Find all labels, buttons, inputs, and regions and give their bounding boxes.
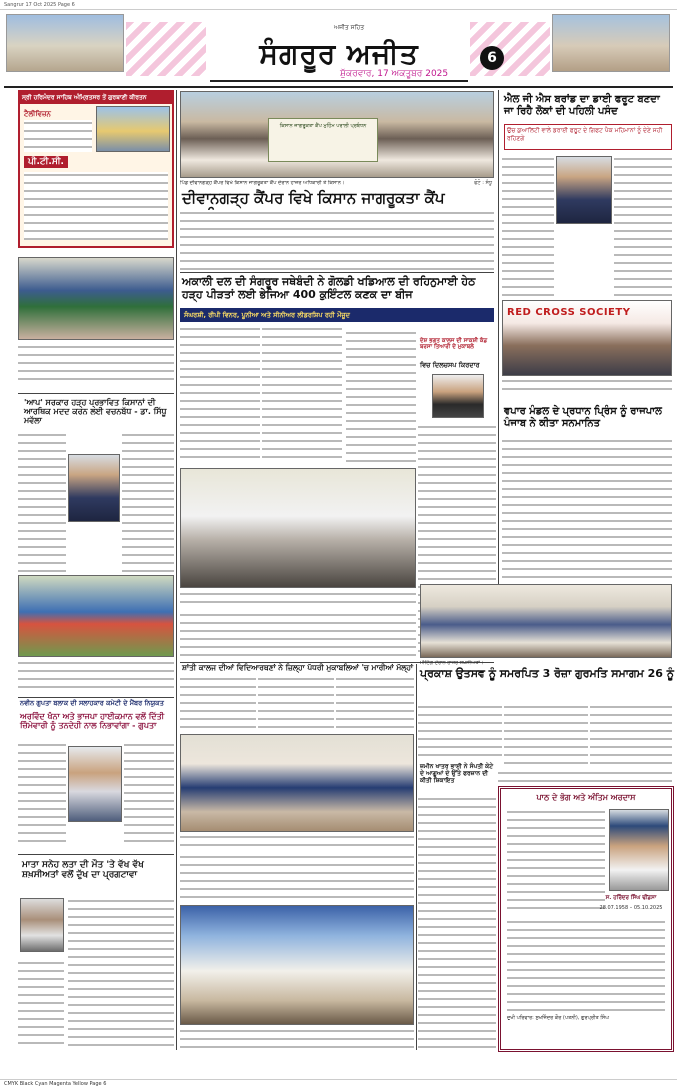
parkash-body-2 — [504, 704, 588, 766]
lgs-subhead-box — [504, 124, 672, 150]
lgs-body-1 — [502, 156, 554, 296]
student-body — [346, 330, 416, 464]
students-photo — [18, 257, 174, 340]
students-caption — [18, 344, 174, 384]
college-headline: ਸ਼ਾਂਤੀ ਕਾਲਜ ਦੀਆਂ ਵਿਦਿਆਰਥਣਾਂ ਨੇ ਜ਼ਿਲ੍ਹਾ ਪੱਧਰੀ ਮੁਕਾਬਲਿਆਂ 'ਚ ਮਾਰੀਆਂ ਮੱਲ੍ਹਾਂ — [182, 663, 414, 672]
masthead-photo-right — [552, 14, 670, 72]
issue-date: ਸ਼ੁੱਕਰਵਾਰ, 17 ਅਕਤੂਬਰ 2025 — [340, 69, 449, 79]
red-cross-photo — [502, 300, 672, 376]
naveen-headline: ਅਰਵਿੰਦ ਖੰਨਾ ਅਤੇ ਭਾਜਪਾ ਹਾਈਕਮਾਨ ਵਲੋਂ ਦਿੱਤੀ ਜ਼ਿੰਮੇਵਾਰੀ ਨੂੰ ਤਨਦੇਹੀ ਨਾਲ ਨਿਭਾਵਾਂਗਾ - ਗੁਪਤਾ — [20, 712, 165, 731]
meeting-photo — [420, 584, 672, 658]
naveen-portrait — [68, 746, 122, 822]
rule-left-3 — [18, 854, 174, 855]
akali-headline: ਅਕਾਲੀ ਦਲ ਦੀ ਸੰਗਰੂਰ ਜਥੇਬੰਦੀ ਨੇ ਗੋਲਡੀ ਖਡਿਆਲ ਦੀ ਰਹਿਨੁਮਾਈ ਹੇਠ ਹੜ੍ਹ ਪੀੜਤਾਂ ਲਈ ਭੇਜਿਆ 400 ਕੁਇੰਟਲ ਕਣਕ ਦਾ ਬੀਜ — [182, 275, 476, 301]
akali-body-lower — [180, 612, 416, 660]
aap-body-left — [18, 432, 66, 582]
aap-headline: 'ਆਪ' ਸਰਕਾਰ ਹੜ੍ਹ ਪ੍ਰਭਾਵਿਤ ਕਿਸਾਨਾਂ ਦੀ ਆਰਥਿਕ ਮਦਦ ਕਰਨ ਲਈ ਵਚਨਬੱਧ - ਡਾ. ਸਿੱਧੂ ਮਵੱਲਾ — [24, 398, 167, 426]
obituary-portrait — [609, 809, 669, 891]
ad-label-ptc: ਪੀ.ਟੀ.ਸੀ. — [24, 156, 68, 168]
rule-left-2 — [18, 697, 174, 698]
red-cross-caption — [502, 378, 672, 396]
naveen-body-right — [124, 742, 174, 846]
rule-center-1 — [180, 272, 494, 273]
ad-text-block — [24, 120, 92, 152]
gurbani-kirtan-ad — [18, 90, 174, 248]
masthead-logo — [210, 24, 468, 82]
college-body-3 — [336, 676, 414, 732]
col-divider-1 — [176, 90, 177, 1050]
col-divider-3 — [498, 90, 499, 650]
mata-portrait — [20, 898, 64, 952]
lead-body — [180, 210, 494, 270]
mata-headline: ਮਾਤਾ ਸਨੇਹ ਲਤਾ ਦੀ ਮੌਤ 'ਤੇ ਵੱਖ ਵੱਖ ਸ਼ਖ਼ਸੀਅਤਾਂ ਵਲੋਂ ਦੁੱਖ ਦਾ ਪ੍ਰਗਟਾਵਾ — [22, 860, 144, 881]
col-divider-2 — [416, 664, 417, 1050]
akali-body-left — [180, 326, 260, 464]
lead-banner-text: ਕਿਸਾਨ ਜਾਗਰੂਕਤਾ ਕੈਂਪ ਮੁਹਿੰਮ ਪਰਾਲੀ ਪ੍ਰਬੰਧਨ — [279, 123, 367, 129]
parkash-body-1 — [418, 704, 502, 762]
page-number: 6 — [480, 46, 504, 70]
lead-credit: ਫੋਟੋ : ਸੰਧੂ — [474, 180, 492, 186]
lead-caption: ਪਿੰਡ ਦੀਵਾਨਗੜ੍ਹ ਕੈਂਪਰ ਵਿਖੇ ਕਿਸਾਨ ਜਾਗਰੂਕਤਾ ਕੈਂਪ ਦੌਰਾਨ ਹਾਜ਼ਰ ਅਧਿਕਾਰੀ ਤੇ ਕਿਸਾਨ। — [180, 180, 345, 186]
college-body-1 — [180, 676, 256, 732]
masthead-rule — [4, 86, 673, 88]
obituary-title: ਪਾਠ ਦੇ ਭੋਗ ਅਤੇ ਅੰਤਿਮ ਅਰਦਾਸ — [536, 793, 636, 802]
college-body-4 — [180, 854, 414, 902]
akali-subhead: ਸੰਘਰਸ਼ੀ, ਰੀਪੀ ਵਿਨਰ, ਪੂਨੀਆ ਅਤੇ ਸੀਨੀਅਰ ਲੀਡਰਸ਼ਿਪ ਰਹੀ ਮੌਜੂਦ — [184, 311, 350, 319]
aap-body-right — [122, 432, 174, 582]
lead-headline: ਦੀਵਾਨਗੜ੍ਹ ਕੈਂਪਰ ਵਿਖੇ ਕਿਸਾਨ ਜਾਗਰੂਕਤਾ ਕੈਂਪ — [182, 189, 445, 207]
parkash-body-4 — [498, 770, 672, 782]
masthead-photo-left — [6, 14, 124, 72]
college-photo — [180, 734, 414, 832]
parkash-headline: ਪ੍ਰਕਾਸ਼ ਉਤਸਵ ਨੂੰ ਸਮਰਪਿਤ 3 ਰੋਜ਼ਾ ਗੁਰਮਤਿ ਸਮਾਗਮ 26 ਨੂੰ — [420, 667, 674, 680]
school-event-photo — [180, 905, 414, 1025]
zameen-headline: ਜ਼ਮੀਨ ਖਾਤਰ ਭਾਈ ਨੇ ਸੰਪਤੀ ਕੇਟੇ ਦੇ ਆਗੂਆਂ ਦੇ ਉੱਤੇ ਫਰਜ਼ਾਨ ਦੀ ਕੀਤੀ ਸ਼ਿਕਾਇਤ — [420, 763, 494, 784]
paper-small-label: ਅਜੀਤ ਸਹਿਤ — [334, 24, 365, 31]
masthead-pattern-left — [126, 22, 206, 76]
obituary-text — [507, 809, 605, 909]
red-cross-banner-text: RED CROSS SOCIETY — [507, 307, 631, 318]
student-portrait — [432, 374, 484, 418]
college-caption — [180, 834, 414, 852]
akali-body-mid — [262, 326, 342, 464]
print-ticker: CMYK Black Cyan Magenta Yellow Page 6 — [0, 1079, 677, 1089]
lgs-body-2 — [614, 156, 672, 296]
print-slug: Sangrur 17 Oct 2025 Page 6 — [0, 0, 677, 10]
meeting-caption: ਮੀਟਿੰਗ ਦੌਰਾਨ ਹਾਜ਼ਰ ਸ਼ਖ਼ਸੀਅਤਾਂ। — [420, 660, 484, 666]
school-caption — [180, 1028, 414, 1050]
akali-subhead-bar — [180, 308, 494, 322]
mavalla-portrait — [68, 454, 120, 522]
obituary-box — [498, 786, 674, 1052]
student-tag: ਦੇਸ਼ ਭਗਤ ਕਾਲਜ ਦੀ ਸਾਕਸ਼ੀ ਕੰਡ ਬਰਸਾ ਤਿਆਰੀ ਦੇ ਮੁਕਾਬਲੇ — [420, 338, 488, 351]
rule-left-1 — [18, 393, 174, 394]
lgs-headline: ਐਲ ਜੀ ਐਸ ਬਰਾਂਡ ਦਾ ਡਾਈ ਫਰੂਟ ਬਣਦਾ ਜਾ ਰਿਹੈ ਲੋਕਾਂ ਦੀ ਪਹਿਲੀ ਪਸੰਦ — [504, 94, 660, 117]
naveen-body-left — [18, 742, 66, 846]
paper-title: ਸੰਗਰੂਰ ਅਜੀਤ — [259, 37, 419, 70]
ad-schedule — [24, 172, 168, 240]
mata-body — [68, 898, 174, 1048]
student-headline: ਵਿਚ ਦਿਲਚਸਪ ਕਿਰਦਾਰ — [420, 361, 480, 369]
vapar-body — [502, 438, 672, 578]
parkash-body-3 — [590, 704, 672, 766]
lgs-portrait — [556, 156, 612, 224]
obituary-footer: ਦੁਖੀ ਪਰਿਵਾਰ: ਸੁਖਜਿੰਦਰ ਕੌਰ (ਪਤਨੀ), ਗੁਰਪ੍ਰੀਤ ਸਿੰਘ — [507, 1015, 609, 1021]
obituary-dates: 28.07.1958 – 05.10.2025 — [599, 905, 663, 911]
akali-photo — [180, 468, 416, 588]
college-body-2 — [258, 676, 334, 732]
vapar-headline: ਵਪਾਰ ਮੰਡਲ ਦੇ ਪ੍ਰਧਾਨ ਪ੍ਰਿੰਸ ਨੂੰ ਰਾਜਪਾਲ ਪੰਜਾਬ ਨੇ ਕੀਤਾ ਸਨਮਾਨਿਤ — [504, 406, 662, 429]
obituary-name: ਸ. ਹਰਿੰਦਰ ਸਿੰਘ ਢੀਂਡਸਾ — [605, 895, 657, 901]
ad-label-tv: ਟੈਲੀਵਿਜ਼ਨ — [24, 110, 51, 118]
akali-photo-caption — [180, 591, 416, 609]
sports-team-photo — [18, 575, 174, 657]
golden-temple-photo — [96, 106, 170, 152]
mata-body-2 — [18, 960, 64, 1048]
lead-banner — [268, 118, 378, 162]
ad-title: ਸ੍ਰੀ ਹਰਿਮੰਦਰ ਸਾਹਿਬ ਅੰਮ੍ਰਿਤਸਰ ਤੋਂ ਗੁਰਬਾਣੀ ਕੀਰਤਨ — [20, 92, 172, 104]
zameen-body — [418, 796, 496, 1050]
lgs-subhead: ਉਚ ਕੁਆਲਿਟੀ ਵਾਲੇ ਡਰਾਈ ਫਰੂਟ ਦੇ ਗਿਫਟ ਪੈਕ ਮਹਿਮਾਨਾਂ ਨੂੰ ਦੇਣੇ ਸਹੀ ਰਹਿਣਗੇ — [507, 127, 663, 142]
obituary-details — [507, 919, 665, 1011]
naveen-tag: ਨਵੀਨ ਗੁਪਤਾ ਬਲਾਕ ਦੀ ਸਲਾਹਕਾਰ ਕਮੇਟੀ ਦੇ ਮੈਂਬਰ ਨਿਯੁਕਤ — [20, 699, 164, 707]
sports-caption — [18, 660, 174, 692]
masthead-pattern-right — [470, 22, 550, 76]
